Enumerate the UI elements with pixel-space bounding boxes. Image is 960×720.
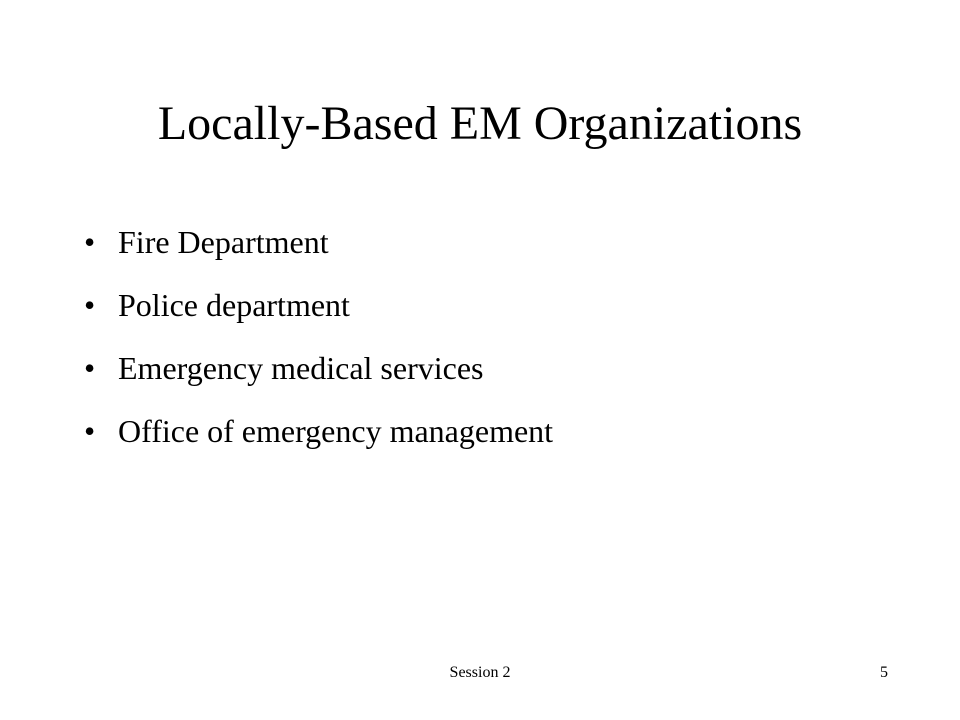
- bullet-list: [84, 222, 553, 474]
- bullet-text: Office of emergency management: [118, 413, 554, 449]
- page-number: 5: [880, 664, 888, 681]
- bullet-icon: •: [84, 350, 96, 386]
- bullet-icon: •: [84, 287, 96, 323]
- bullet-text: Emergency medical services: [118, 350, 484, 386]
- list-item: [84, 222, 553, 262]
- bullet-text: Police department: [118, 287, 350, 323]
- list-item: [84, 411, 553, 451]
- list-item: [84, 285, 553, 325]
- bullet-icon: •: [84, 224, 96, 260]
- bullet-text: Fire Department: [118, 224, 329, 260]
- list-item: [84, 348, 553, 388]
- footer-session-label: Session 2: [449, 664, 511, 681]
- bullet-icon: •: [84, 413, 96, 449]
- slide-title: Locally-Based EM Organizations: [157, 97, 803, 150]
